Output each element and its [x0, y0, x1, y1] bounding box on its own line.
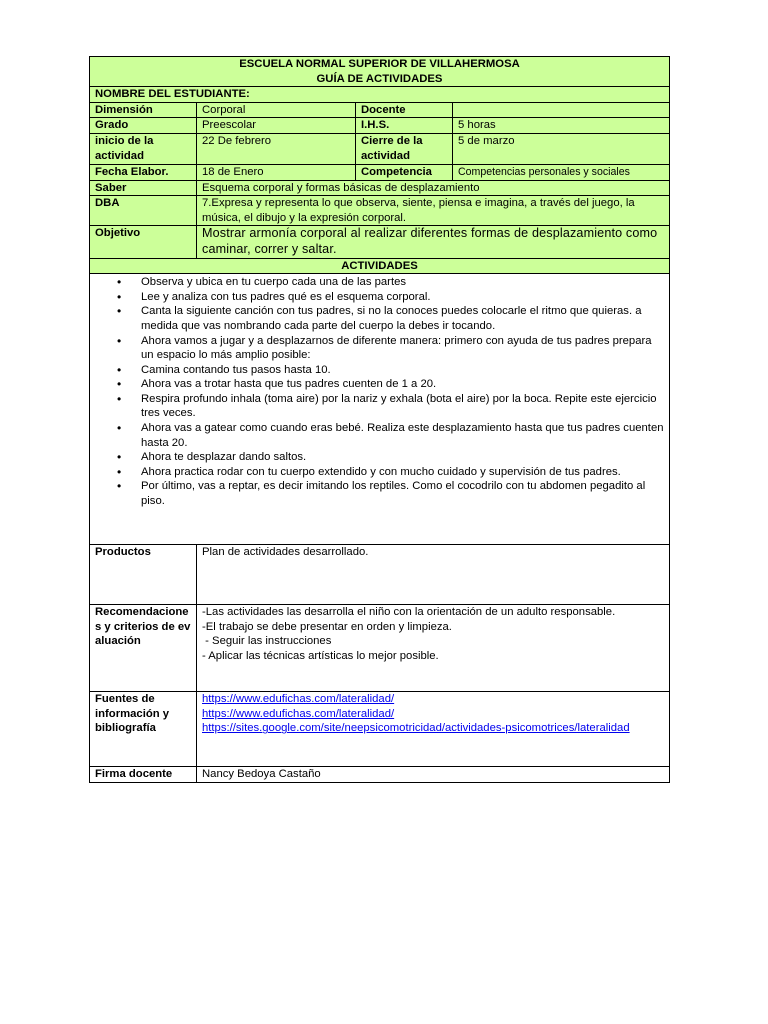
dba-value: 7.Expresa y representa lo que observa, siente, piensa e imagina, a través del juego, la música, el dibujo y la expresión corporal. [197, 196, 670, 226]
list-item: • Lee y analiza con tus padres qué es el esquema corporal. [141, 290, 664, 305]
recomendacion-line: - Aplicar las técnicas artísticas lo mejor posible. [202, 649, 439, 662]
school-name: ESCUELA NORMAL SUPERIOR DE VILLAHERMOSA [239, 58, 520, 70]
list-item: • Camina contando tus pasos hasta 10. [141, 363, 664, 378]
recomendaciones-value [197, 605, 670, 692]
recomendacion-line: -El trabajo se debe presentar en orden y limpieza. [202, 620, 452, 633]
cierre-label: Cierre de la actividad [356, 133, 453, 164]
source-link[interactable]: https://www.edufichas.com/lateralidad/ [202, 693, 395, 706]
inicio-value: 22 De febrero [197, 133, 356, 164]
fecha-value: 18 de Enero [197, 164, 356, 180]
activities-cell [90, 274, 670, 545]
objetivo-value: Mostrar armonía corporal al realizar diferentes formas de desplazamiento como caminar, correr y saltar. [197, 226, 670, 258]
guide-header [90, 57, 670, 87]
saber-value: Esquema corporal y formas básicas de desplazamiento [197, 180, 670, 196]
dimension-value: Corporal [197, 102, 356, 118]
productos-value: Plan de actividades desarrollado. [197, 545, 670, 605]
docente-label: Docente [356, 102, 453, 118]
firma-value: Nancy Bedoya Castaño [197, 767, 670, 783]
cierre-value: 5 de marzo [453, 133, 670, 164]
objetivo-label: Objetivo [90, 226, 197, 258]
recomendacion-line: -Las actividades las desarrolla el niño con la orientación de un adulto responsable. [202, 606, 616, 619]
list-item: • Respira profundo inhala (toma aire) por la nariz y exhala (bota el aire) por la boca. Repite este ejercicio tres veces. [141, 392, 664, 421]
fecha-label: Fecha Elabor. [90, 164, 197, 180]
list-item: • Ahora vamos a jugar y a desplazarnos de diferente manera: primero con ayuda de tus padres prepara un espacio lo más amplio posible: [141, 334, 664, 363]
ihs-value: 5 horas [453, 118, 670, 134]
list-item: • Observa y ubica en tu cuerpo cada una de las partes [141, 275, 664, 290]
dimension-label: Dimensión [90, 102, 197, 118]
list-item: • Canta la siguiente canción con tus padres, si no la conoces puedes colocarle el ritmo que quieras. a medida que vas nombrando cada parte del cuerpo la debes ir tocando. [141, 304, 664, 333]
saber-label: Saber [90, 180, 197, 196]
fuentes-label: Fuentes de información y bibliografía [90, 692, 197, 767]
list-item: • Ahora practica rodar con tu cuerpo extendido y con mucho cuidado y supervisión de tus padres. [141, 465, 664, 480]
source-link[interactable]: https://www.edufichas.com/lateralidad/ [202, 707, 395, 720]
grado-label: Grado [90, 118, 197, 134]
dba-label: DBA [90, 196, 197, 226]
docente-value [453, 102, 670, 118]
activities-list [95, 275, 664, 509]
list-item: • Ahora te desplazar dando saltos. [141, 450, 664, 465]
ihs-label: I.H.S. [356, 118, 453, 134]
list-item: • Ahora vas a trotar hasta que tus padres cuenten de 1 a 20. [141, 377, 664, 392]
grado-value: Preescolar [197, 118, 356, 134]
activities-title: ACTIVIDADES [90, 258, 670, 274]
competencia-value: Competencias personales y sociales [453, 164, 670, 180]
productos-label: Productos [90, 545, 197, 605]
activity-guide-table [89, 56, 670, 783]
inicio-label: inicio de la actividad [90, 133, 197, 164]
competencia-label: Competencia [356, 164, 453, 180]
fuentes-value [197, 692, 670, 767]
source-link[interactable]: https://sites.google.com/site/neepsicomotricidad/actividades-psicomotrices/lateralidad [202, 722, 630, 735]
student-name-label: NOMBRE DEL ESTUDIANTE: [90, 87, 670, 103]
guide-title: GUÍA DE ACTIVIDADES [316, 72, 443, 85]
recomendacion-line: - Seguir las instrucciones [202, 635, 332, 648]
list-item: • Ahora vas a gatear como cuando eras bebé. Realiza este desplazamiento hasta que tus padres cuenten hasta 20. [141, 421, 664, 450]
list-item: • Por último, vas a reptar, es decir imitando los reptiles. Como el cocodrilo con tu abdomen pegadito al piso. [141, 479, 664, 508]
recomendaciones-label: Recomendaciones y criterios de evaluación [90, 605, 197, 692]
firma-label: Firma docente [90, 767, 197, 783]
